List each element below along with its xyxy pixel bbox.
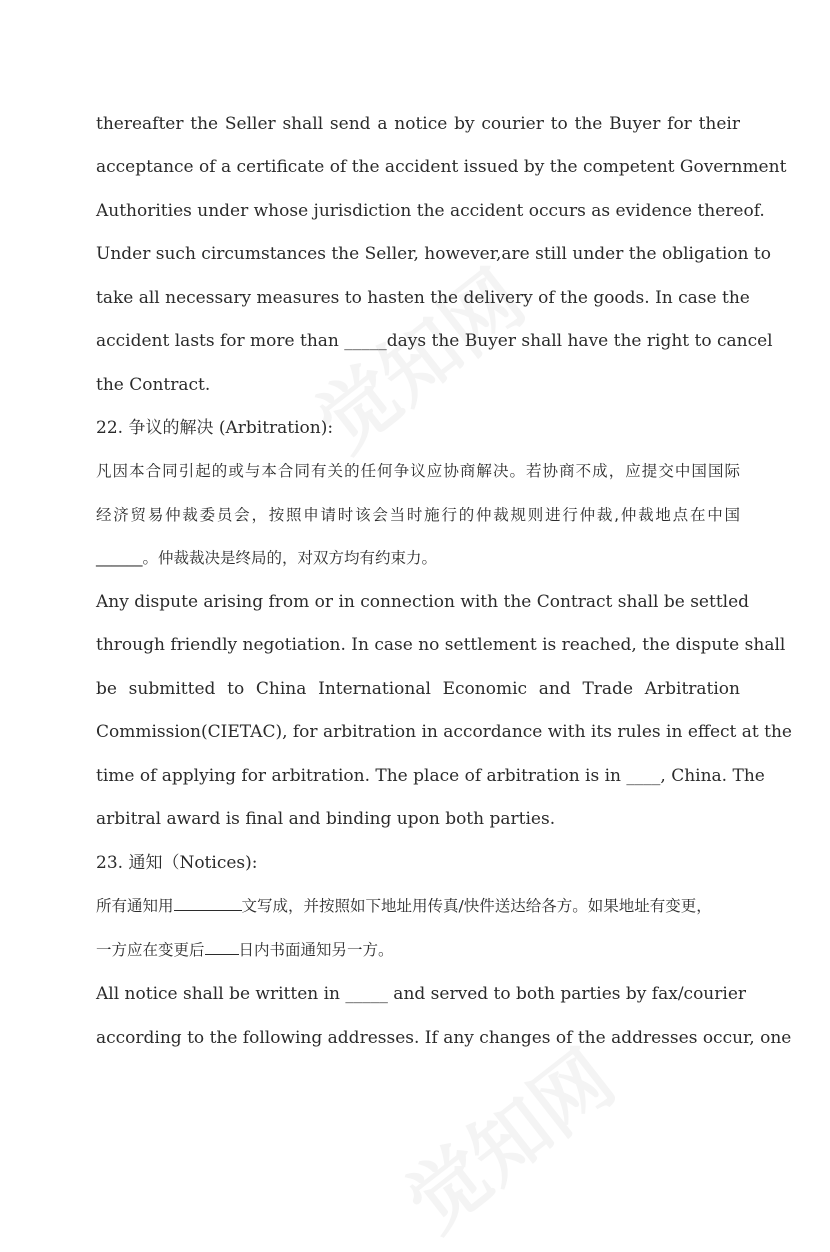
paragraph-line-cn (96, 939, 740, 961)
paragraph-line: thereafter the Seller shall send a notice by courier to the Buyer for their (96, 114, 740, 134)
paragraph-line: Any dispute arising from or in connection with the Contract shall be settled (96, 592, 750, 612)
paragraph-line: acceptance of a certificate of the accident issued by the competent Government (96, 157, 787, 177)
paragraph-line: arbitral award is final and binding upon both parties. (96, 809, 556, 829)
paragraph-line-cn (96, 895, 740, 917)
paragraph-line: through friendly negotiation. In case no settlement is reached, the dispute shall (96, 635, 786, 655)
paragraph-line: Under such circumstances the Seller, however,are still under the obligation to (96, 244, 771, 264)
paragraph-line-cn: ______。仲裁裁决是终局的，对双方均有约束力。 (96, 549, 438, 567)
watermark (380, 1020, 633, 1252)
paragraph-line: Authorities under whose jurisdiction the accident occurs as evidence thereof. (96, 201, 765, 221)
fill-blank-days (205, 940, 239, 955)
notice-text-rest: 日内书面通知另一方。 (238, 941, 394, 959)
fill-blank-language (174, 896, 242, 911)
paragraph-line-cn: 凡因本合同引起的或与本合同有关的任何争议应协商解决。若协商不成，应提交中国国际 (96, 462, 740, 480)
paragraph-line: be submitted to China International Economic and Trade Arbitration (96, 679, 740, 699)
section-heading-arbitration: 22. 争议的解决 (Arbitration): (96, 418, 334, 438)
section-heading-notices: 23. 通知（Notices): (96, 853, 258, 873)
paragraph-line: time of applying for arbitration. The place of arbitration is in ____, China. The (96, 766, 765, 786)
notice-text-rest: 文写成，并按照如下地址用传真/快件送达给各方。如果地址有变更， (241, 897, 712, 915)
notice-text-start: 所有通知用 (96, 897, 174, 915)
notice-text-start: 一方应在变更后 (96, 941, 205, 959)
paragraph-line: take all necessary measures to hasten the delivery of the goods. In case the (96, 288, 750, 308)
paragraph-line: Commission(CIETAC), for arbitration in accordance with its rules in effect at the (96, 722, 792, 742)
paragraph-line: the Contract. (96, 375, 211, 395)
paragraph-line-cn: 经济贸易仲裁委员会，按照申请时该会当时施行的仲裁规则进行仲裁,仲裁地点在中国 (96, 506, 740, 524)
paragraph-line: according to the following addresses. If any changes of the addresses occur, one (96, 1028, 792, 1048)
paragraph-line: All notice shall be written in _____ and served to both parties by fax/courier (96, 984, 747, 1004)
paragraph-line: accident lasts for more than _____days the Buyer shall have the right to cancel (96, 331, 773, 351)
